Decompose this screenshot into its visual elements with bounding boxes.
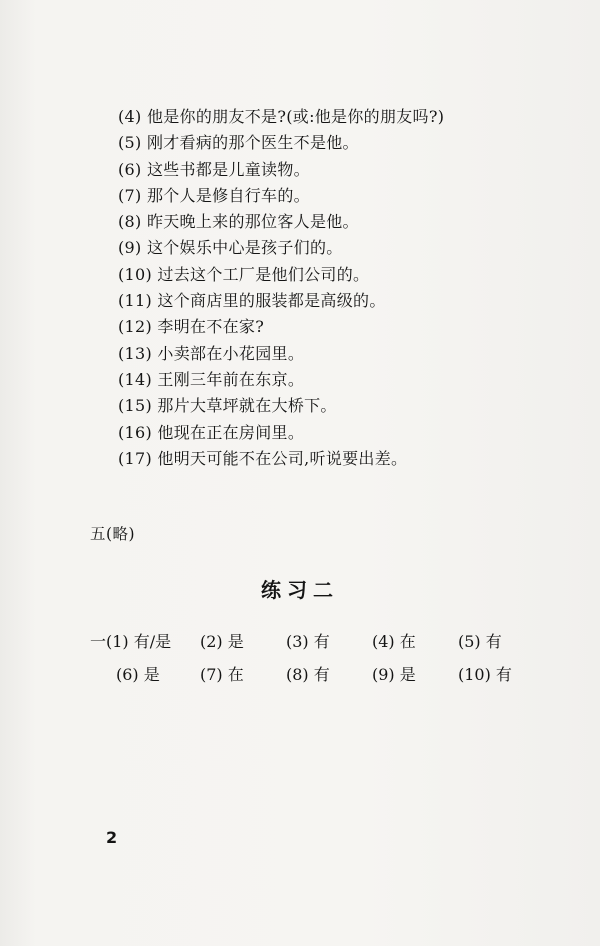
page-number: 2	[106, 828, 118, 847]
answer-line-8: (8) 昨天晚上来的那位客人是他。	[118, 212, 359, 232]
exercise-title: 练习二	[261, 578, 339, 602]
answer-line-15: (15) 那片大草坪就在大桥下。	[118, 396, 337, 416]
fill-row-2	[90, 661, 570, 694]
answer-line-10: (10) 过去这个工厂是他们公司的。	[118, 264, 370, 284]
fill-in-answers	[90, 628, 570, 694]
fill-item-5: (5) 有	[458, 632, 502, 651]
fill-item-10: (10) 有	[458, 665, 512, 684]
answer-list	[118, 104, 558, 472]
answer-line-13: (13) 小卖部在小花园里。	[118, 343, 305, 363]
answer-line-17: (17) 他明天可能不在公司,听说要出差。	[118, 448, 408, 468]
answer-line-12: (12) 李明在不在家?	[118, 317, 265, 337]
fill-item-1: (1) 有/是	[106, 632, 172, 651]
fill-item-8: (8) 有	[286, 665, 330, 684]
answer-line-16: (16) 他现在正在房间里。	[118, 422, 305, 442]
fill-row-1	[90, 628, 570, 661]
fill-item-9: (9) 是	[372, 665, 416, 684]
fill-section-number: 一	[90, 632, 107, 651]
fill-item-2: (2) 是	[200, 632, 244, 651]
fill-item-3: (3) 有	[286, 632, 330, 651]
fill-item-4: (4) 在	[372, 632, 416, 651]
answer-line-5: (5) 刚才看病的那个医生不是他。	[118, 133, 359, 153]
answer-line-14: (14) 王刚三年前在东京。	[118, 369, 305, 389]
answer-line-9: (9) 这个娱乐中心是孩子们的。	[118, 238, 343, 258]
answer-line-11: (11) 这个商店里的服装都是高级的。	[118, 291, 386, 311]
answer-line-4: (4) 他是你的朋友不是?(或:他是你的朋友吗?)	[118, 107, 445, 126]
fill-item-7: (7) 在	[200, 665, 244, 684]
answer-line-7: (7) 那个人是修自行车的。	[118, 185, 310, 205]
answer-line-6: (6) 这些书都是儿童读物。	[118, 159, 310, 179]
fill-item-6: (6) 是	[116, 665, 160, 684]
section-five-heading: 五(略)	[90, 525, 136, 543]
